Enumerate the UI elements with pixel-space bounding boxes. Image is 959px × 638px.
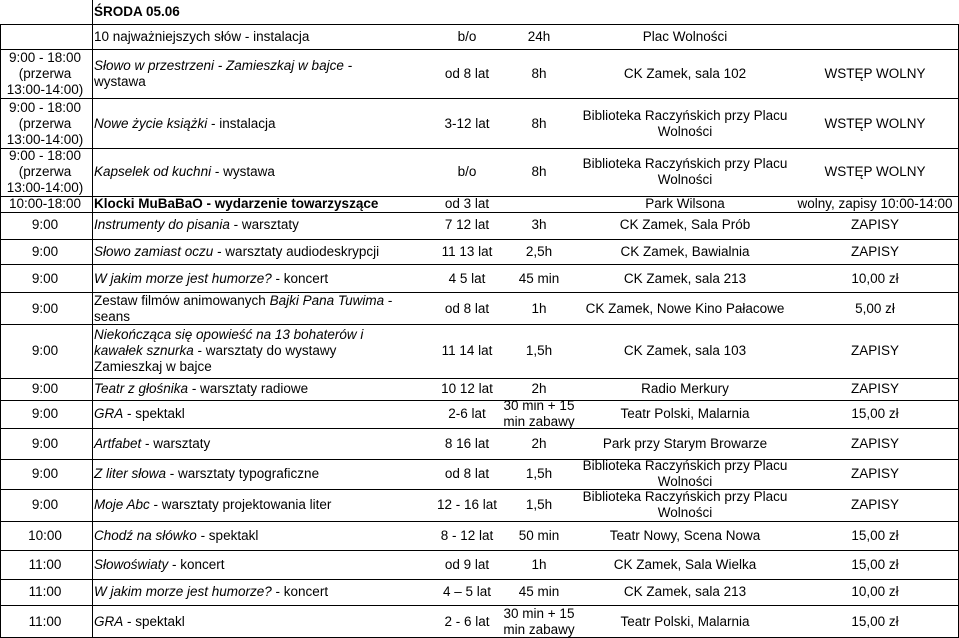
- event-dur: 24h: [527, 28, 551, 44]
- event-time: 9:00 - 18:00 (przerwa 13:00-14:00): [6, 148, 84, 195]
- event-age: 3-12 lat: [444, 115, 490, 131]
- event-time: 9:00: [31, 343, 59, 358]
- cell-title: [94, 550, 410, 579]
- event-dur: 30 min + 15 min zabawy: [503, 605, 575, 637]
- event-title: W jakim morze jest humorze? - koncert: [94, 270, 329, 286]
- event-dur: 8h: [531, 66, 547, 81]
- row-divider: [0, 400, 959, 401]
- row-divider: [0, 212, 959, 213]
- event-place: CK Zamek, Bawialnia: [620, 243, 750, 259]
- cell-place: [578, 459, 792, 489]
- cell-price: [792, 521, 958, 550]
- event-place: CK Zamek, sala 103: [623, 343, 747, 358]
- event-price: 15,00 zł: [851, 406, 899, 421]
- event-title: Słowoświaty - koncert: [94, 556, 225, 572]
- event-place: CK Zamek, Nowe Kino Pałacowe: [585, 300, 785, 316]
- event-age: od 3 lat: [444, 195, 490, 211]
- event-age: 10 12 lat: [441, 381, 493, 396]
- row-divider: [0, 521, 959, 522]
- event-dur: 1,5h: [525, 343, 553, 358]
- event-time: 10:00: [28, 527, 62, 543]
- event-time: 9:00: [31, 270, 59, 286]
- cell-price: [792, 293, 958, 324]
- cell-price: [792, 24, 958, 49]
- event-time: 9:00: [31, 381, 59, 396]
- event-dur: 2h: [531, 435, 547, 451]
- event-place: CK Zamek, sala 213: [623, 584, 747, 599]
- event-price: WSTĘP WOLNY: [824, 115, 926, 131]
- event-price: ZAPISY: [850, 243, 899, 259]
- event-price: ZAPISY: [850, 343, 899, 358]
- cell-dur: [500, 239, 578, 264]
- event-age: 7 12 lat: [444, 217, 490, 232]
- event-title: Słowo w przestrzeni - Zamieszkaj w bajce - wystawa: [94, 58, 353, 89]
- cell-place: [578, 324, 792, 378]
- event-title: Niekończąca się opowieść na 13 bohaterów i kawałek sznurka - warsztaty do wystawy Zamieszkaj w bajce: [94, 327, 364, 374]
- cell-place: [578, 489, 792, 521]
- event-age: 11 13 lat: [441, 243, 493, 259]
- cell-title: [94, 264, 410, 293]
- row-divider: [0, 196, 959, 197]
- event-dur: 2,5h: [525, 243, 553, 259]
- cell-title: [94, 239, 410, 264]
- event-dur: 1,5h: [525, 497, 553, 512]
- event-place: Teatr Nowy, Scena Nowa: [609, 527, 761, 543]
- row-divider: [0, 378, 959, 379]
- cell-title: [94, 196, 410, 211]
- event-age: b/o: [457, 164, 477, 179]
- cell-title: [94, 211, 410, 239]
- event-title: Słowo zamiast oczu - warsztaty audiodeskrypcji: [94, 243, 380, 259]
- event-price: 15,00 zł: [851, 556, 899, 572]
- cell-place: [578, 24, 792, 49]
- event-dur: 3h: [531, 217, 547, 232]
- event-age: od 8 lat: [444, 66, 490, 81]
- cell-time: [0, 24, 90, 49]
- cell-place: [578, 239, 792, 264]
- event-place: Teatr Polski, Malarnia: [620, 406, 750, 421]
- cell-place: [578, 550, 792, 579]
- cell-place: [578, 579, 792, 605]
- cell-dur: [500, 49, 578, 99]
- event-dur: 1h: [531, 300, 547, 316]
- event-title: Z liter słowa - warsztaty typograficzne: [94, 466, 320, 481]
- cell-place: [578, 148, 792, 196]
- event-price: 15,00 zł: [851, 527, 899, 543]
- cell-place: [578, 211, 792, 239]
- event-time: 9:00: [31, 300, 59, 316]
- event-age: od 9 lat: [444, 556, 490, 572]
- row-divider: [0, 264, 959, 265]
- cell-dur: [500, 489, 578, 521]
- event-dur: 8h: [531, 115, 547, 131]
- event-age: 4 5 lat: [448, 270, 486, 286]
- event-time: 11:00: [28, 613, 62, 629]
- event-price: WSTĘP WOLNY: [824, 164, 926, 179]
- event-place: Biblioteka Raczyńskich przy Placu Wolności: [582, 156, 788, 187]
- event-place: Radio Merkury: [641, 381, 729, 396]
- event-dur: 30 min + 15 min zabawy: [503, 398, 575, 429]
- cell-dur: [500, 211, 578, 239]
- cell-title: [94, 489, 410, 521]
- event-dur: 1,5h: [525, 466, 553, 481]
- event-dur: 45 min: [518, 584, 560, 599]
- event-age: 11 14 lat: [441, 343, 493, 358]
- cell-title: [94, 293, 410, 324]
- event-place: Plac Wolności: [642, 28, 728, 44]
- event-time: 9:00: [31, 435, 59, 451]
- cell-price: [792, 605, 958, 638]
- cell-time: [0, 400, 90, 428]
- row-divider: [0, 148, 959, 149]
- event-time: 9:00: [31, 217, 59, 232]
- cell-place: [578, 49, 792, 99]
- cell-time: [0, 239, 90, 264]
- event-age: 8 16 lat: [444, 435, 490, 451]
- event-price: ZAPISY: [850, 381, 899, 396]
- cell-price: [792, 211, 958, 239]
- event-place: CK Zamek, sala 213: [623, 270, 747, 286]
- cell-place: [578, 264, 792, 293]
- event-place: CK Zamek, Sala Wielka: [613, 556, 757, 572]
- event-price: 15,00 zł: [851, 613, 899, 629]
- event-price: 5,00 zł: [855, 300, 895, 316]
- event-dur: 1h: [531, 556, 547, 572]
- event-place: Teatr Polski, Malarnia: [620, 613, 750, 629]
- event-price: 10,00 zł: [851, 584, 899, 599]
- event-time: 9:00: [31, 497, 59, 512]
- cell-price: [792, 196, 958, 211]
- cell-dur: [500, 24, 578, 49]
- cell-time: [0, 550, 90, 579]
- event-dur: 45 min: [518, 270, 560, 286]
- cell-title: [94, 148, 410, 196]
- cell-place: [578, 521, 792, 550]
- event-price: ZAPISY: [850, 217, 899, 232]
- cell-dur: [500, 400, 578, 428]
- cell-price: [792, 99, 958, 148]
- event-price: ZAPISY: [850, 466, 899, 481]
- cell-time: [0, 196, 90, 211]
- cell-price: [792, 459, 958, 489]
- event-price: ZAPISY: [850, 435, 899, 451]
- cell-price: [792, 378, 958, 400]
- cell-dur: [500, 293, 578, 324]
- event-title: Zestaw filmów animowanych Bajki Pana Tuwima - seans: [94, 292, 393, 324]
- event-place: CK Zamek, sala 102: [623, 66, 747, 81]
- cell-time: [0, 459, 90, 489]
- cell-title: [94, 400, 410, 428]
- row-divider: [0, 98, 959, 99]
- cell-dur: [500, 264, 578, 293]
- row-divider: [0, 489, 959, 490]
- cell-time: [0, 521, 90, 550]
- cell-place: [578, 99, 792, 148]
- cell-price: [792, 148, 958, 196]
- event-age: od 8 lat: [444, 466, 490, 481]
- cell-time: [0, 428, 90, 459]
- event-dur: 2h: [531, 381, 547, 396]
- cell-price: [792, 579, 958, 605]
- event-title: Instrumenty do pisania - warsztaty: [94, 217, 299, 232]
- event-place: Park przy Starym Browarze: [602, 435, 768, 451]
- event-title: W jakim morze jest humorze? - koncert: [94, 584, 329, 599]
- cell-place: [578, 428, 792, 459]
- event-dur: 8h: [531, 164, 547, 179]
- cell-title: [94, 521, 410, 550]
- cell-price: [792, 324, 958, 378]
- event-age: 2-6 lat: [448, 406, 486, 421]
- event-price: 10,00 zł: [851, 270, 899, 286]
- event-age: 4 – 5 lat: [442, 584, 492, 599]
- event-title: Nowe życie książki - instalacja: [94, 115, 276, 131]
- row-divider: [0, 605, 959, 606]
- event-time: 10:00-18:00: [8, 195, 82, 211]
- event-price: ZAPISY: [850, 497, 899, 512]
- cell-place: [578, 400, 792, 428]
- cell-dur: [500, 428, 578, 459]
- cell-title: [94, 605, 410, 638]
- cell-place: [578, 293, 792, 324]
- cell-place: [578, 378, 792, 400]
- row-divider: [0, 324, 959, 325]
- cell-title: [94, 24, 410, 49]
- cell-time: [0, 605, 90, 638]
- event-title: Chodź na słówko - spektakl: [94, 527, 259, 543]
- row-divider: [0, 292, 959, 293]
- row-divider: [0, 239, 959, 240]
- row-divider: [0, 550, 959, 551]
- column-divider: [92, 0, 93, 638]
- cell-dur: [500, 324, 578, 378]
- cell-dur: [500, 550, 578, 579]
- event-price: wolny, zapisy 10:00-14:00: [797, 195, 953, 211]
- cell-dur: [500, 99, 578, 148]
- event-place: Biblioteka Raczyńskich przy Placu Wolności: [582, 107, 788, 139]
- day-header: [94, 0, 394, 24]
- cell-time: [0, 49, 90, 99]
- cell-dur: [500, 579, 578, 605]
- event-time: 9:00: [31, 243, 59, 259]
- event-dur: 50 min: [518, 527, 560, 543]
- event-time: 9:00 - 18:00 (przerwa 13:00-14:00): [6, 50, 84, 97]
- event-age: 8 - 12 lat: [440, 527, 494, 543]
- event-time: 11:00: [28, 584, 62, 599]
- row-divider: [0, 579, 959, 580]
- event-title: Kapselek od kuchni - wystawa: [94, 164, 275, 179]
- cell-title: [94, 49, 410, 99]
- cell-time: [0, 99, 90, 148]
- cell-time: [0, 211, 90, 239]
- cell-dur: [500, 605, 578, 638]
- column-divider: [0, 24, 1, 638]
- cell-time: [0, 148, 90, 196]
- cell-price: [792, 428, 958, 459]
- cell-dur: [500, 196, 578, 211]
- event-age: b/o: [457, 28, 477, 44]
- row-divider: [0, 24, 959, 25]
- event-title: Teatr z głośnika - warsztaty radiowe: [94, 381, 309, 396]
- event-time: 9:00: [31, 406, 59, 421]
- cell-price: [792, 49, 958, 99]
- cell-time: [0, 378, 90, 400]
- cell-time: [0, 489, 90, 521]
- cell-title: [94, 459, 410, 489]
- cell-dur: [500, 378, 578, 400]
- cell-title: [94, 378, 410, 400]
- event-title: Klocki MuBaBaO - wydarzenie towarzyszące: [94, 195, 379, 211]
- row-divider: [0, 49, 959, 50]
- event-title: Moje Abc - warsztaty projektowania liter: [94, 497, 332, 512]
- event-price: WSTĘP WOLNY: [824, 66, 926, 81]
- cell-time: [0, 293, 90, 324]
- event-title: GRA - spektakl: [94, 406, 185, 421]
- event-age: 2 - 6 lat: [444, 613, 490, 629]
- event-place: Biblioteka Raczyńskich przy Placu Wolności: [582, 489, 788, 520]
- cell-place: [578, 605, 792, 638]
- row-divider: [0, 428, 959, 429]
- cell-time: [0, 264, 90, 293]
- cell-price: [792, 239, 958, 264]
- cell-dur: [500, 148, 578, 196]
- event-place: Biblioteka Raczyńskich przy Placu Wolności: [582, 458, 788, 489]
- event-age: od 8 lat: [444, 300, 490, 316]
- cell-title: [94, 99, 410, 148]
- cell-dur: [500, 459, 578, 489]
- row-divider: [0, 459, 959, 460]
- day-header-text: ŚRODA 05.06: [94, 4, 180, 19]
- event-time: 9:00 - 18:00 (przerwa 13:00-14:00): [6, 99, 84, 147]
- cell-dur: [500, 521, 578, 550]
- cell-title: [94, 324, 410, 378]
- cell-price: [792, 400, 958, 428]
- event-age: 12 - 16 lat: [436, 497, 498, 512]
- cell-place: [578, 196, 792, 211]
- event-time: 11:00: [28, 556, 62, 572]
- event-title: 10 najważniejszych słów - instalacja: [94, 28, 310, 44]
- cell-title: [94, 428, 410, 459]
- event-place: CK Zamek, Sala Prób: [619, 217, 751, 232]
- cell-time: [0, 579, 90, 605]
- event-title: GRA - spektakl: [94, 613, 185, 629]
- cell-price: [792, 264, 958, 293]
- cell-price: [792, 550, 958, 579]
- event-place: Park Wilsona: [645, 195, 725, 211]
- cell-title: [94, 579, 410, 605]
- cell-price: [792, 489, 958, 521]
- event-title: Artfabet - warsztaty: [94, 435, 211, 451]
- event-time: 9:00: [31, 466, 59, 481]
- cell-time: [0, 324, 90, 378]
